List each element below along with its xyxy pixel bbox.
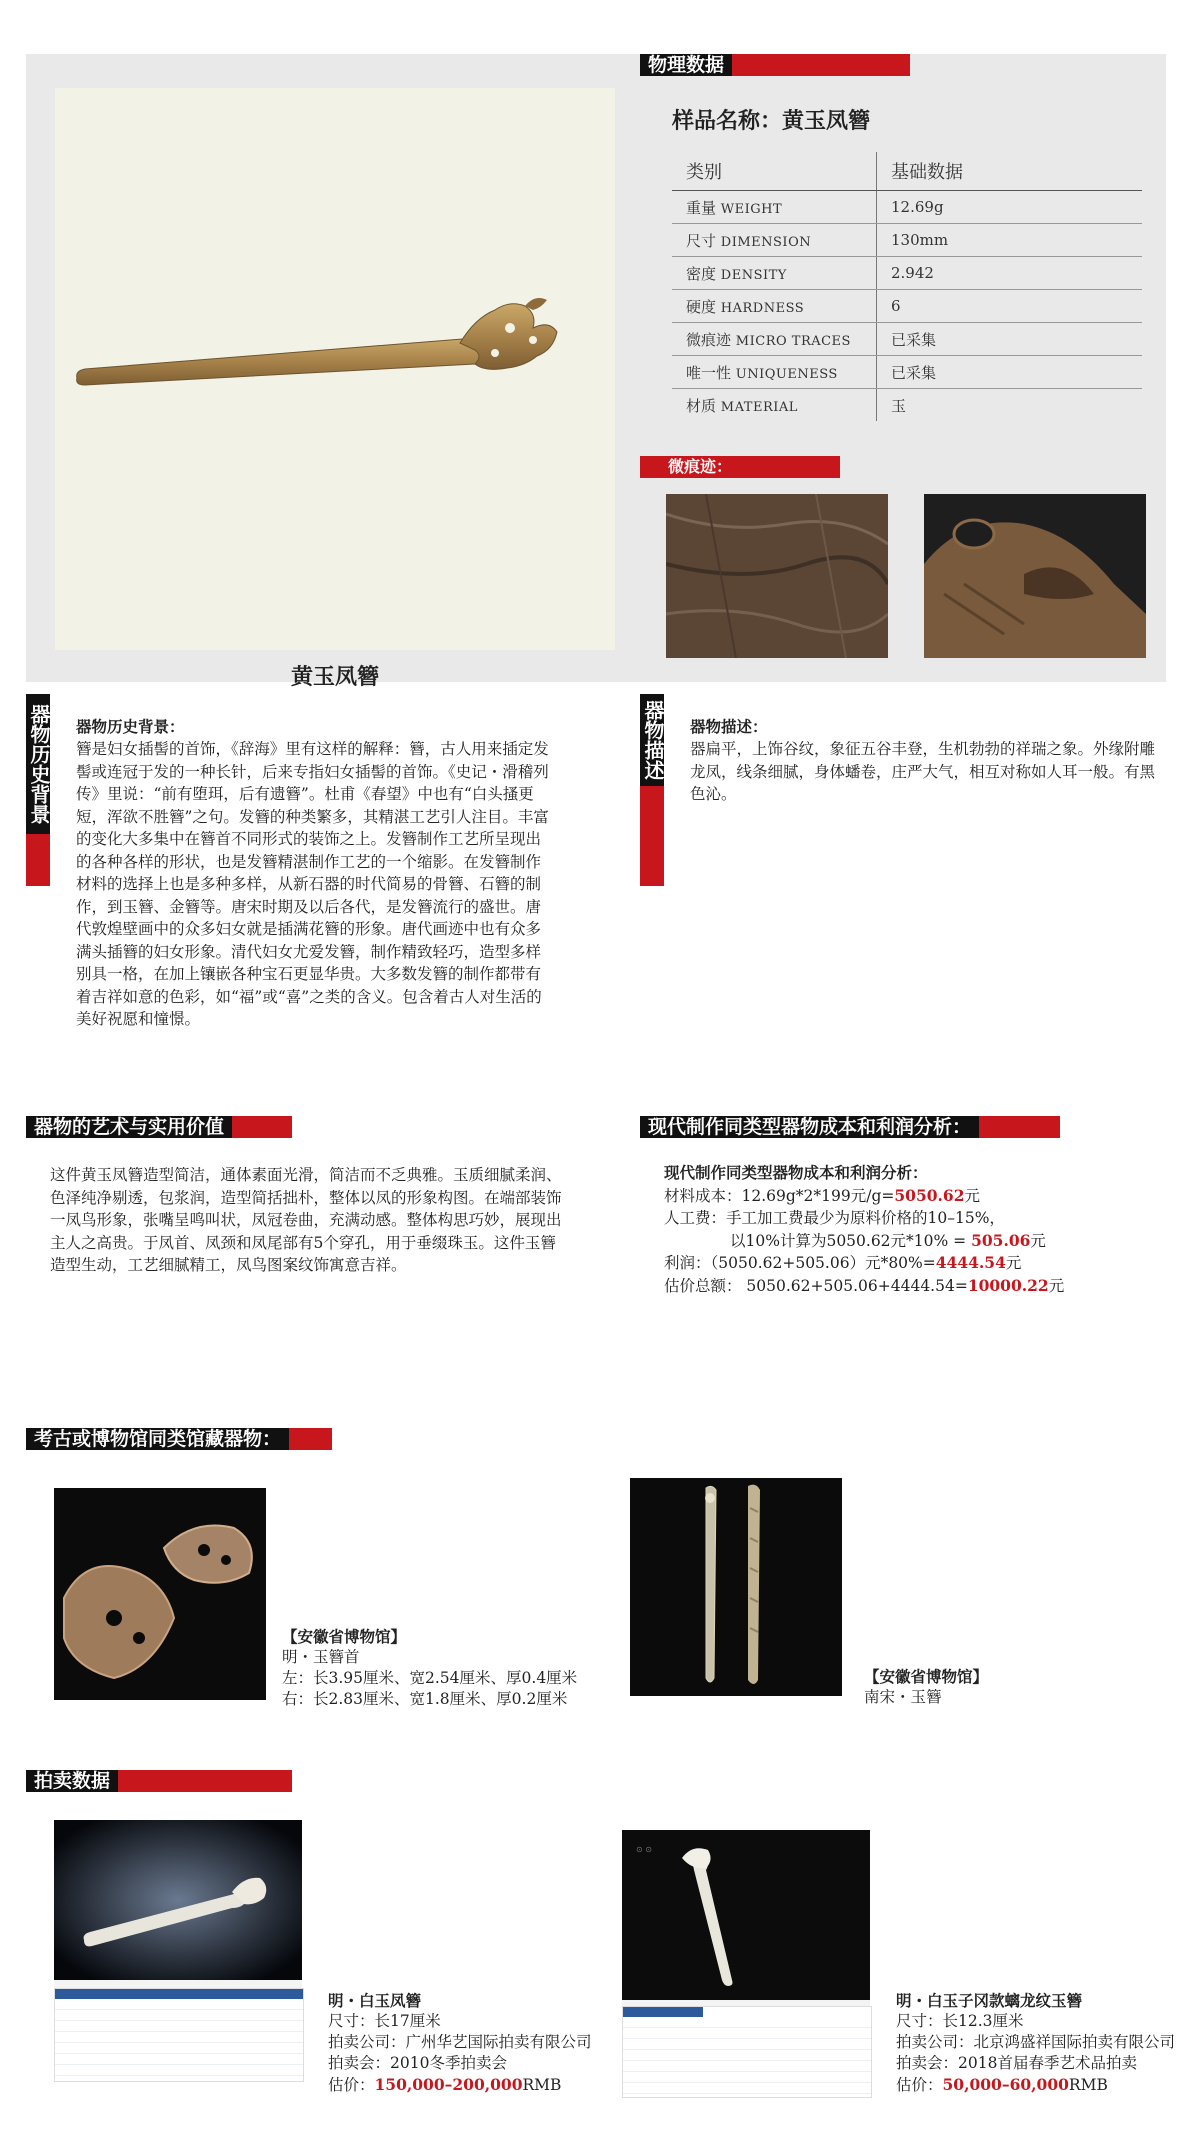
micro-trace-texture-1 — [666, 494, 888, 658]
history-side-label: 器物历史背景 — [26, 694, 50, 834]
red-bar-left — [640, 456, 660, 478]
spec-name-en: DIMENSION — [720, 234, 812, 250]
auction-caption-2 — [896, 1990, 1175, 2096]
physical-data-header — [640, 54, 910, 76]
jade-hairpin-head-image — [54, 1488, 266, 1700]
auction-caption-1 — [328, 1990, 592, 2096]
museum-header — [26, 1428, 332, 1450]
spec-value: 已采集 — [877, 323, 1143, 356]
cost-line-labor: 人工费：手工加工费最少为原料价格的10–15%， — [664, 1209, 1005, 1227]
description-title: 器物描述： — [690, 717, 768, 736]
auction-data-table-2 — [622, 2006, 872, 2098]
cost-labor-value: 505.06 — [971, 1230, 1031, 1250]
cost-profit-value: 4444.54 — [935, 1253, 1006, 1272]
spec-name-en: WEIGHT — [720, 201, 783, 217]
spec-name-en: UNIQUENESS — [735, 366, 838, 382]
jade-hairpins-image — [630, 1478, 842, 1696]
cost-title: 现代制作同类型器物成本和利润分析： — [664, 1163, 928, 1182]
spec-value: 玉 — [891, 396, 907, 415]
description-side-red — [640, 786, 664, 886]
spec-value: 2.942 — [877, 257, 1143, 290]
spec-row — [672, 323, 1142, 356]
spec-row — [672, 191, 1142, 224]
auction-item-name: 明・白玉凤簪 — [328, 1991, 422, 2010]
auction-data-table-header — [55, 1989, 303, 1999]
spec-name: 材质 — [686, 396, 717, 415]
spec-table — [672, 152, 1142, 421]
auction-data-table-header — [623, 2007, 703, 2017]
spec-name: 唯一性 — [686, 363, 732, 382]
spec-name: 尺寸 — [686, 231, 717, 250]
cost-line-label: 利润：（5050.62+505.06）元*80%= — [664, 1254, 936, 1272]
price-unit: RMB — [1068, 2076, 1108, 2094]
spec-name: 密度 — [686, 264, 717, 283]
history-side-red — [26, 834, 50, 886]
museum-item-name: 明・玉簪首 — [282, 1648, 360, 1666]
white-jade-hairpin-image — [54, 1820, 302, 1980]
hero-photo — [55, 88, 615, 650]
spec-row — [672, 356, 1142, 389]
spec-value: 已采集 — [877, 356, 1143, 389]
cost-line-labor-calc — [664, 1230, 1164, 1253]
cost-line-material — [664, 1185, 1164, 1208]
museum-item-dim-left: 左：长3.95厘米、宽2.54厘米、厚0.4厘米 — [282, 1669, 578, 1687]
museum-caption-1 — [282, 1626, 577, 1710]
spec-value: 6 — [877, 290, 1143, 323]
auction-data-table-1 — [54, 1988, 304, 2082]
spec-row — [672, 224, 1142, 257]
description-body: 器扁平，上饰谷纹，象征五谷丰登，生机勃勃的祥瑞之象。外缘附雕龙凤，线条细腻，身体蟠卷，庄严大气，相互对称如人耳一般。有黑色沁。 — [690, 740, 1156, 803]
header-category: 类别 — [672, 152, 877, 191]
art-value-heading: 器物的艺术与实用价值 — [26, 1116, 232, 1138]
museum-photo-1 — [54, 1488, 266, 1700]
cost-unit: 元 — [1030, 1231, 1046, 1250]
cost-line-total — [664, 1275, 1164, 1298]
cost-heading: 现代制作同类型器物成本和利润分析： — [640, 1116, 979, 1138]
micro-trace-photo-1 — [666, 494, 888, 658]
auction-item-size: 尺寸：长17厘米 — [328, 2012, 441, 2030]
cost-unit: 元 — [1048, 1276, 1065, 1295]
auction-item-size: 尺寸：长12.3厘米 — [896, 2012, 1024, 2030]
cost-total-value: 10000.22 — [967, 1275, 1049, 1295]
white-jade-dragon-hairpin-image — [622, 1830, 870, 2000]
spec-name-en: MATERIAL — [720, 399, 798, 415]
cost-material-value: 5050.62 — [894, 1185, 965, 1205]
description-side-label: 器物描述 — [640, 694, 664, 786]
cost-line-profit — [664, 1252, 1164, 1275]
auction-item-name: 明・白玉子冈款螭龙纹玉簪 — [896, 1991, 1083, 2010]
history-title: 器物历史背景： — [76, 717, 185, 736]
cost-unit: 元 — [964, 1186, 980, 1205]
spec-name-en: HARDNESS — [720, 300, 805, 316]
physical-data-label: 物理数据 — [640, 54, 732, 76]
red-bar — [289, 1428, 332, 1450]
jade-hairpin-image — [55, 88, 615, 650]
auction-data-table-rows — [55, 1999, 303, 2079]
spec-table-header — [672, 152, 1142, 191]
micro-traces-label: 微痕迹： — [660, 456, 740, 478]
price-unit: RMB — [522, 2076, 562, 2094]
spec-name-en: MICRO TRACES — [735, 333, 851, 349]
auction-item-price — [896, 2074, 1175, 2096]
micro-traces-header — [640, 456, 840, 478]
auction-item-company: 拍卖公司：北京鸿盛祥国际拍卖有限公司 — [896, 2033, 1176, 2051]
spec-name: 硬度 — [686, 297, 717, 316]
auction-header — [26, 1770, 292, 1792]
museum-photo-2 — [630, 1478, 842, 1696]
spec-row — [672, 389, 1142, 422]
auction-photo-1 — [54, 1820, 302, 2080]
spec-name: 重量 — [686, 198, 717, 217]
cost-header — [640, 1116, 1060, 1138]
red-bar — [232, 1116, 292, 1138]
museum-caption-2 — [864, 1666, 988, 1708]
hero-caption: 黄玉凤簪 — [290, 664, 379, 690]
auction-item-session: 拍卖会：2018首届春季艺术品拍卖 — [896, 2054, 1137, 2072]
price-label: 估价： — [896, 2076, 943, 2094]
price-value: 150,000–200,000 — [374, 2075, 523, 2094]
sample-name: 样品名称：黄玉凤簪 — [672, 108, 871, 134]
red-bar — [740, 456, 840, 478]
museum-name: 【安徽省博物馆】 — [864, 1667, 989, 1686]
auction-item-price — [328, 2074, 592, 2096]
museum-item-name: 南宋・玉簪 — [864, 1688, 942, 1706]
auction-data-table-rows — [623, 2017, 871, 2095]
museum-name: 【安徽省博物馆】 — [282, 1627, 407, 1646]
spec-name: 微痕迹 — [686, 330, 732, 349]
auction-photo-2 — [622, 1830, 870, 2096]
auction-item-session: 拍卖会：2010冬季拍卖会 — [328, 2054, 507, 2072]
auction-heading: 拍卖数据 — [26, 1770, 118, 1792]
cost-line-label: 估价总额： 5050.62+505.06+4444.54= — [664, 1276, 968, 1295]
price-value: 50,000–60,000 — [942, 2075, 1069, 2094]
art-value-header — [26, 1116, 292, 1138]
micro-trace-photo-2 — [924, 494, 1146, 658]
spec-row — [672, 290, 1142, 323]
red-bar — [979, 1116, 1060, 1138]
red-bar — [732, 54, 910, 76]
spec-value: 130mm — [877, 224, 1143, 257]
history-body: 簪是妇女插髻的首饰，《辞海》里有这样的解释：簪，古人用来插定发髻或连冠于发的一种长针，后来专指妇女插髻的首饰。《史记・滑稽列传》里说：“前有堕珥，后有遗簪”。杜甫《春望》中也有“白头搔更短，浑欲不胜簪”之句。发簪的种类繁多，其精湛工艺引人注目。丰富的变化大多集中在簪首不同形式的装饰之上。发簪制作工艺所呈现出的各种各样的形状，也是发簪精湛制作工艺的一个缩影。在发簪制作材料的选择上也是多种多样，从新石器的时代简易的骨簪、石簪的制作，到玉簪、金簪等。唐宋时期及以后各代，是发簪流行的盛世。唐代敦煌壁画中的众多妇女就是插满花簪的形象。唐代画迹中也有众多满头插簪的妇女形象。清代妇女尤爱发簪，制作精致轻巧，造型多样别具一格，在加上镶嵌各种宝石更显华贵。大多数发簪的制作都带有着吉祥如意的色彩，如“福”或“喜”之类的含义。包含着古人对生活的美好祝愿和憧憬。 — [76, 740, 549, 1028]
spec-name-en: DENSITY — [720, 267, 787, 283]
museum-heading: 考古或博物馆同类馆藏器物： — [26, 1428, 289, 1450]
cost-unit: 元 — [1005, 1254, 1022, 1272]
watermark: ⊙ ⊙ — [636, 1845, 652, 1854]
spec-row — [672, 257, 1142, 290]
header-basic-data: 基础数据 — [877, 152, 1143, 191]
cost-body — [664, 1162, 1164, 1297]
cost-line-label: 材料成本：12.69g*2*199元/g= — [664, 1186, 895, 1205]
micro-trace-texture-2 — [924, 494, 1146, 658]
red-bar — [118, 1770, 292, 1792]
spec-value: 12.69g — [877, 191, 1143, 224]
art-value-body: 这件黄玉凤簪造型简洁，通体素面光滑，简洁而不乏典雅。玉质细腻柔润、色泽纯净剔透，包浆润，造型简括拙朴，整体以凤的形象构图。在端部装饰一凤鸟形象，张嘴呈鸣叫状，凤冠卷曲，充满动感。整体构思巧妙，展现出主人之高贵。于凤首、凤颈和凤尾部有5个穿孔，用于垂缀珠玉。这件玉簪造型生动，工艺细腻精工，凤鸟图案纹饰寓意吉祥。 — [50, 1166, 562, 1274]
museum-item-dim-right: 右：长2.83厘米、宽1.8厘米、厚0.2厘米 — [282, 1690, 568, 1708]
price-label: 估价： — [328, 2076, 375, 2094]
cost-line-label: 以10%计算为5050.62元*10% = — [730, 1231, 972, 1250]
auction-item-company: 拍卖公司：广州华艺国际拍卖有限公司 — [328, 2033, 592, 2051]
